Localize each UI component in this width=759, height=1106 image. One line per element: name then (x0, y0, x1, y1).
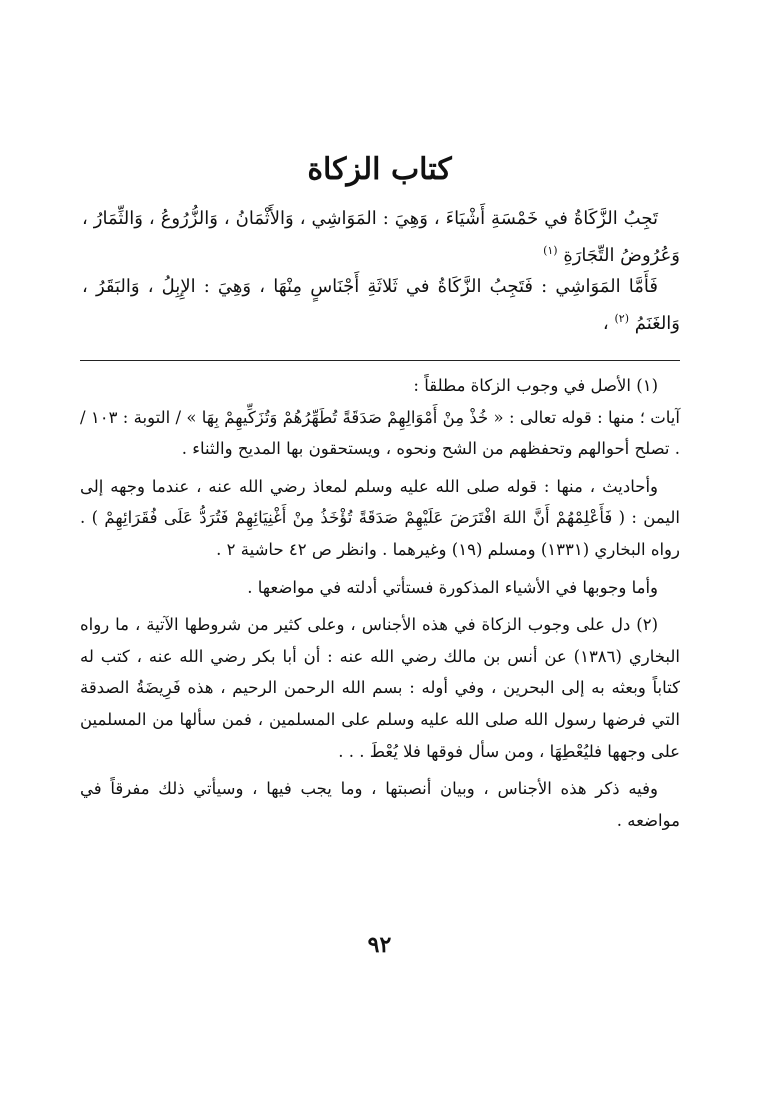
main-paragraph-text: تَجِبُ الزَّكَاةُ في خَمْسَةِ أَشْيَاءَ ، وَهِيَ : المَوَاشِي ، وَالأَثْمَانُ ، وَالزُّرُوعُ ، وَالثِّمَارُ ، وَعُرُوضُ التِّجَارَةِ (82, 208, 680, 266)
footnote-2-paragraph: (٢) دل على وجوب الزكاة في هذه الأجناس ، وعلى كثير من شروطها الآتية ، ما رواه البخاري (١٣٨٦) عن أنس بن مالك رضي الله عنه : أن أبا بكر رضي الله عنه ، كتب له كتاباً وبعثه به إلى البحرين ، وفي أوله : بسم الله الرحمن الرحيم ، هذه فَرِيضَةُ الصدقة التي فرضها رسول الله صلى الله عليه وسلم على المسلمين ، فمن سألها من المسلمين على وجهها فليُعْطِهَا ، ومن سأل فوقها فلا يُعْطَ . . . (80, 615, 680, 761)
footnote-paragraph: آيات ؛ منها : قوله تعالى : « خُذْ مِنْ أَمْوَالِهِمْ صَدَقَةً تُطَهِّرُهُمْ وَتُزَكِّيهِمْ بِهَا » / التوبة : ١٠٣ / . تصلح أحوالهم وتحفظهم من الشح ونحوه ، ويستحقون بها المديح والثناء . (80, 407, 680, 459)
main-paragraph (82, 271, 680, 339)
footnote-divider (80, 360, 680, 361)
footnote-paragraph: وأما وجوبها في الأشياء المذكورة فستأتي أدلته في مواضعها . (247, 577, 658, 597)
punctuation: ، (602, 312, 609, 334)
main-paragraph (82, 203, 680, 271)
footnote-paragraph: وفيه ذكر هذه الأجناس ، وبيان أنصبتها ، وما يجب فيها ، وسيأتي ذلك مفرقاً في مواضعه . (80, 779, 680, 830)
footnote-paragraph: وأحاديث ، منها : قوله صلى الله عليه وسلم لمعاذ رضي الله عنه ، عندما وجهه إلى اليمن : ( فَأَعْلِمْهُمْ أَنَّ اللهَ افْتَرَضَ عَلَيْهِمْ صَدَقَةً تُؤْخَذُ مِنْ أَغْنِيَائِهِمْ فَتُرَدُّ عَلَى فُقَرَائِهِمْ ) . رواه البخاري (١٣٣١) ومسلم (١٩) وغيرهما . وانظر ص ٤٢ حاشية ٢ . (80, 476, 680, 559)
main-paragraph-text: فَأَمَّا المَوَاشِي : فَتَجِبُ الزَّكَاةُ في ثَلاثَةِ أَجْنَاسٍ مِنْهَا ، وَهِيَ : الإِبِلُ ، وَالبَقَرُ ، وَالغَنَمُ (82, 276, 680, 334)
footnotes (80, 370, 680, 836)
footnote-ref-2[interactable]: (٢) (614, 311, 629, 325)
main-text (82, 203, 680, 339)
footnote-1-heading: (١) الأصل في وجوب الزكاة مطلقاً : (413, 376, 658, 395)
footnote-ref-1[interactable]: (١) (543, 243, 558, 257)
chapter-title: كتاب الزكاة (307, 152, 452, 187)
page-number: ٩٢ (367, 932, 392, 958)
